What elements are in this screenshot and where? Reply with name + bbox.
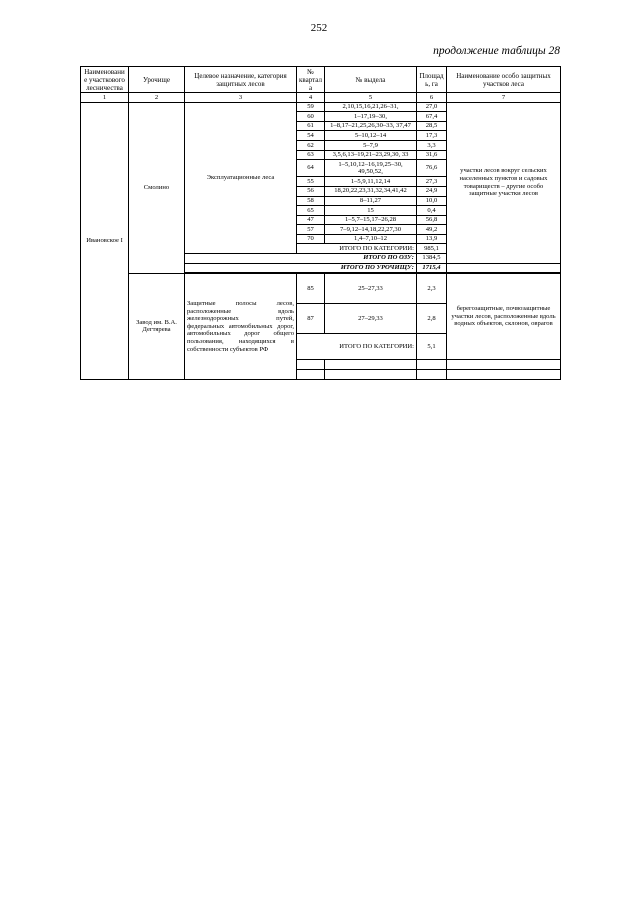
empty-cell: [447, 370, 561, 380]
header-tract: Урочище: [129, 67, 185, 93]
column-number: 6: [417, 93, 447, 103]
header-row: [81, 67, 561, 93]
column-number: 1: [81, 93, 129, 103]
page-number: 252: [310, 22, 328, 34]
area-value: 24,9: [417, 186, 447, 196]
protective-forests-table: [80, 66, 561, 380]
ozu-name: берегозащитные, почвозащитные участки лесов, расположенные вдоль водных объектов, склонов, оврагов: [447, 273, 561, 360]
header-quarter: № квартала: [297, 67, 325, 93]
vydel-list: 1–5,10,12–16,19,25–30, 49,50,52,: [325, 160, 417, 177]
empty-cell: [447, 263, 561, 273]
quarter-number: 59: [297, 102, 325, 112]
empty-cell: [417, 360, 447, 370]
vydel-list: 1,4–7,10–12: [325, 234, 417, 244]
header-vydel: № выдела: [325, 67, 417, 93]
header-area: Площадь, га: [417, 67, 447, 93]
quarter-number: 85: [297, 273, 325, 304]
quarter-number: 62: [297, 141, 325, 151]
quarter-number: 70: [297, 234, 325, 244]
column-number: 3: [185, 93, 297, 103]
area-value: 76,6: [417, 160, 447, 177]
area-value: 10,0: [417, 196, 447, 206]
area-value: 28,5: [417, 121, 447, 131]
column-numbers-row: [81, 93, 561, 103]
vydel-list: 18,20,22,23,31,32,34,41,42: [325, 186, 417, 196]
area-value: 56,8: [417, 215, 447, 225]
vydel-list: 3,5,6,13–19,21–23,29,30, 33: [325, 150, 417, 160]
area-value: 3,3: [417, 141, 447, 151]
ozu-total-value: 1384,5: [417, 253, 447, 263]
quarter-number: 54: [297, 131, 325, 141]
table-row: [81, 273, 561, 304]
column-number: 4: [297, 93, 325, 103]
quarter-number: 65: [297, 206, 325, 216]
area-value: 67,4: [417, 112, 447, 122]
vydel-list: 27–29,33: [325, 304, 417, 334]
category-total-label: ИТОГО ПО КАТЕГОРИИ:: [297, 334, 417, 360]
category-total-label: ИТОГО ПО КАТЕГОРИИ:: [297, 244, 417, 254]
vydel-list: 1–8,17–21,25,26,30–33, 37,47: [325, 121, 417, 131]
category-total-value: 985,1: [417, 244, 447, 254]
header-category: Целевое назначение, категория защитных лесов: [185, 67, 297, 93]
empty-cell: [325, 370, 417, 380]
column-number: 7: [447, 93, 561, 103]
forestry-name: Ивановское I: [81, 102, 129, 379]
quarter-number: 57: [297, 225, 325, 235]
area-value: 0,4: [417, 206, 447, 216]
empty-cell: [447, 360, 561, 370]
table-continuation-label: продолжение таблицы 28: [433, 45, 560, 57]
ozu-total-label: ИТОГО ПО ОЗУ:: [185, 253, 417, 263]
tract-name: Смолино: [129, 102, 185, 273]
area-value: 17,3: [417, 131, 447, 141]
category-total-value: 5,1: [417, 334, 447, 360]
empty-cell: [417, 370, 447, 380]
vydel-list: 5–7,9: [325, 141, 417, 151]
vydel-list: 7–9,12–14,18,22,27,30: [325, 225, 417, 235]
area-value: 2,8: [417, 304, 447, 334]
vydel-list: 25–27,33: [325, 273, 417, 304]
vydel-list: 8–11,27: [325, 196, 417, 206]
ozu-name: участки лесов вокруг сельских населенных пунктов и садовых товариществ – другие особо защитные участки лесов: [447, 102, 561, 263]
vydel-list: 2,10,15,16,21,26–31,: [325, 102, 417, 112]
quarter-number: 61: [297, 121, 325, 131]
quarter-number: 63: [297, 150, 325, 160]
table-row: [81, 102, 561, 112]
tract-total-label: ИТОГО ПО УРОЧИЩУ:: [185, 263, 417, 273]
area-value: 13,9: [417, 234, 447, 244]
area-value: 27,3: [417, 177, 447, 187]
vydel-list: 15: [325, 206, 417, 216]
quarter-number: 58: [297, 196, 325, 206]
quarter-number: 64: [297, 160, 325, 177]
vydel-list: 1–5,9,11,12,14: [325, 177, 417, 187]
vydel-list: 1–5,7–15,17–26,28: [325, 215, 417, 225]
empty-cell: [325, 360, 417, 370]
column-number: 5: [325, 93, 417, 103]
area-value: 27,0: [417, 102, 447, 112]
column-number: 2: [129, 93, 185, 103]
quarter-number: 47: [297, 215, 325, 225]
quarter-number: 56: [297, 186, 325, 196]
tract-name: Завод им. В.А. Дегтярева: [129, 273, 185, 380]
tract-total-value: 1715,4: [417, 263, 447, 273]
area-value: 49,2: [417, 225, 447, 235]
header-forestry: Наименование участкового лесничества: [81, 67, 129, 93]
area-value: 2,3: [417, 273, 447, 304]
empty-cell: [297, 360, 325, 370]
category-name: Защитные полосы лесов, расположенные вдоль железнодорожных путей, федеральных автомобильных дорог, автомобильных дорог общего пользования, находящихся в собственности субъектов РФ: [185, 273, 297, 380]
quarter-number: 60: [297, 112, 325, 122]
area-value: 31,6: [417, 150, 447, 160]
header-ozu-name: Наименование особо защитных участков леса: [447, 67, 561, 93]
vydel-list: 5–10,12–14: [325, 131, 417, 141]
vydel-list: 1–17,19–30,: [325, 112, 417, 122]
quarter-number: 87: [297, 304, 325, 334]
empty-cell: [297, 370, 325, 380]
category-name: Эксплуатационные леса: [185, 102, 297, 253]
quarter-number: 55: [297, 177, 325, 187]
